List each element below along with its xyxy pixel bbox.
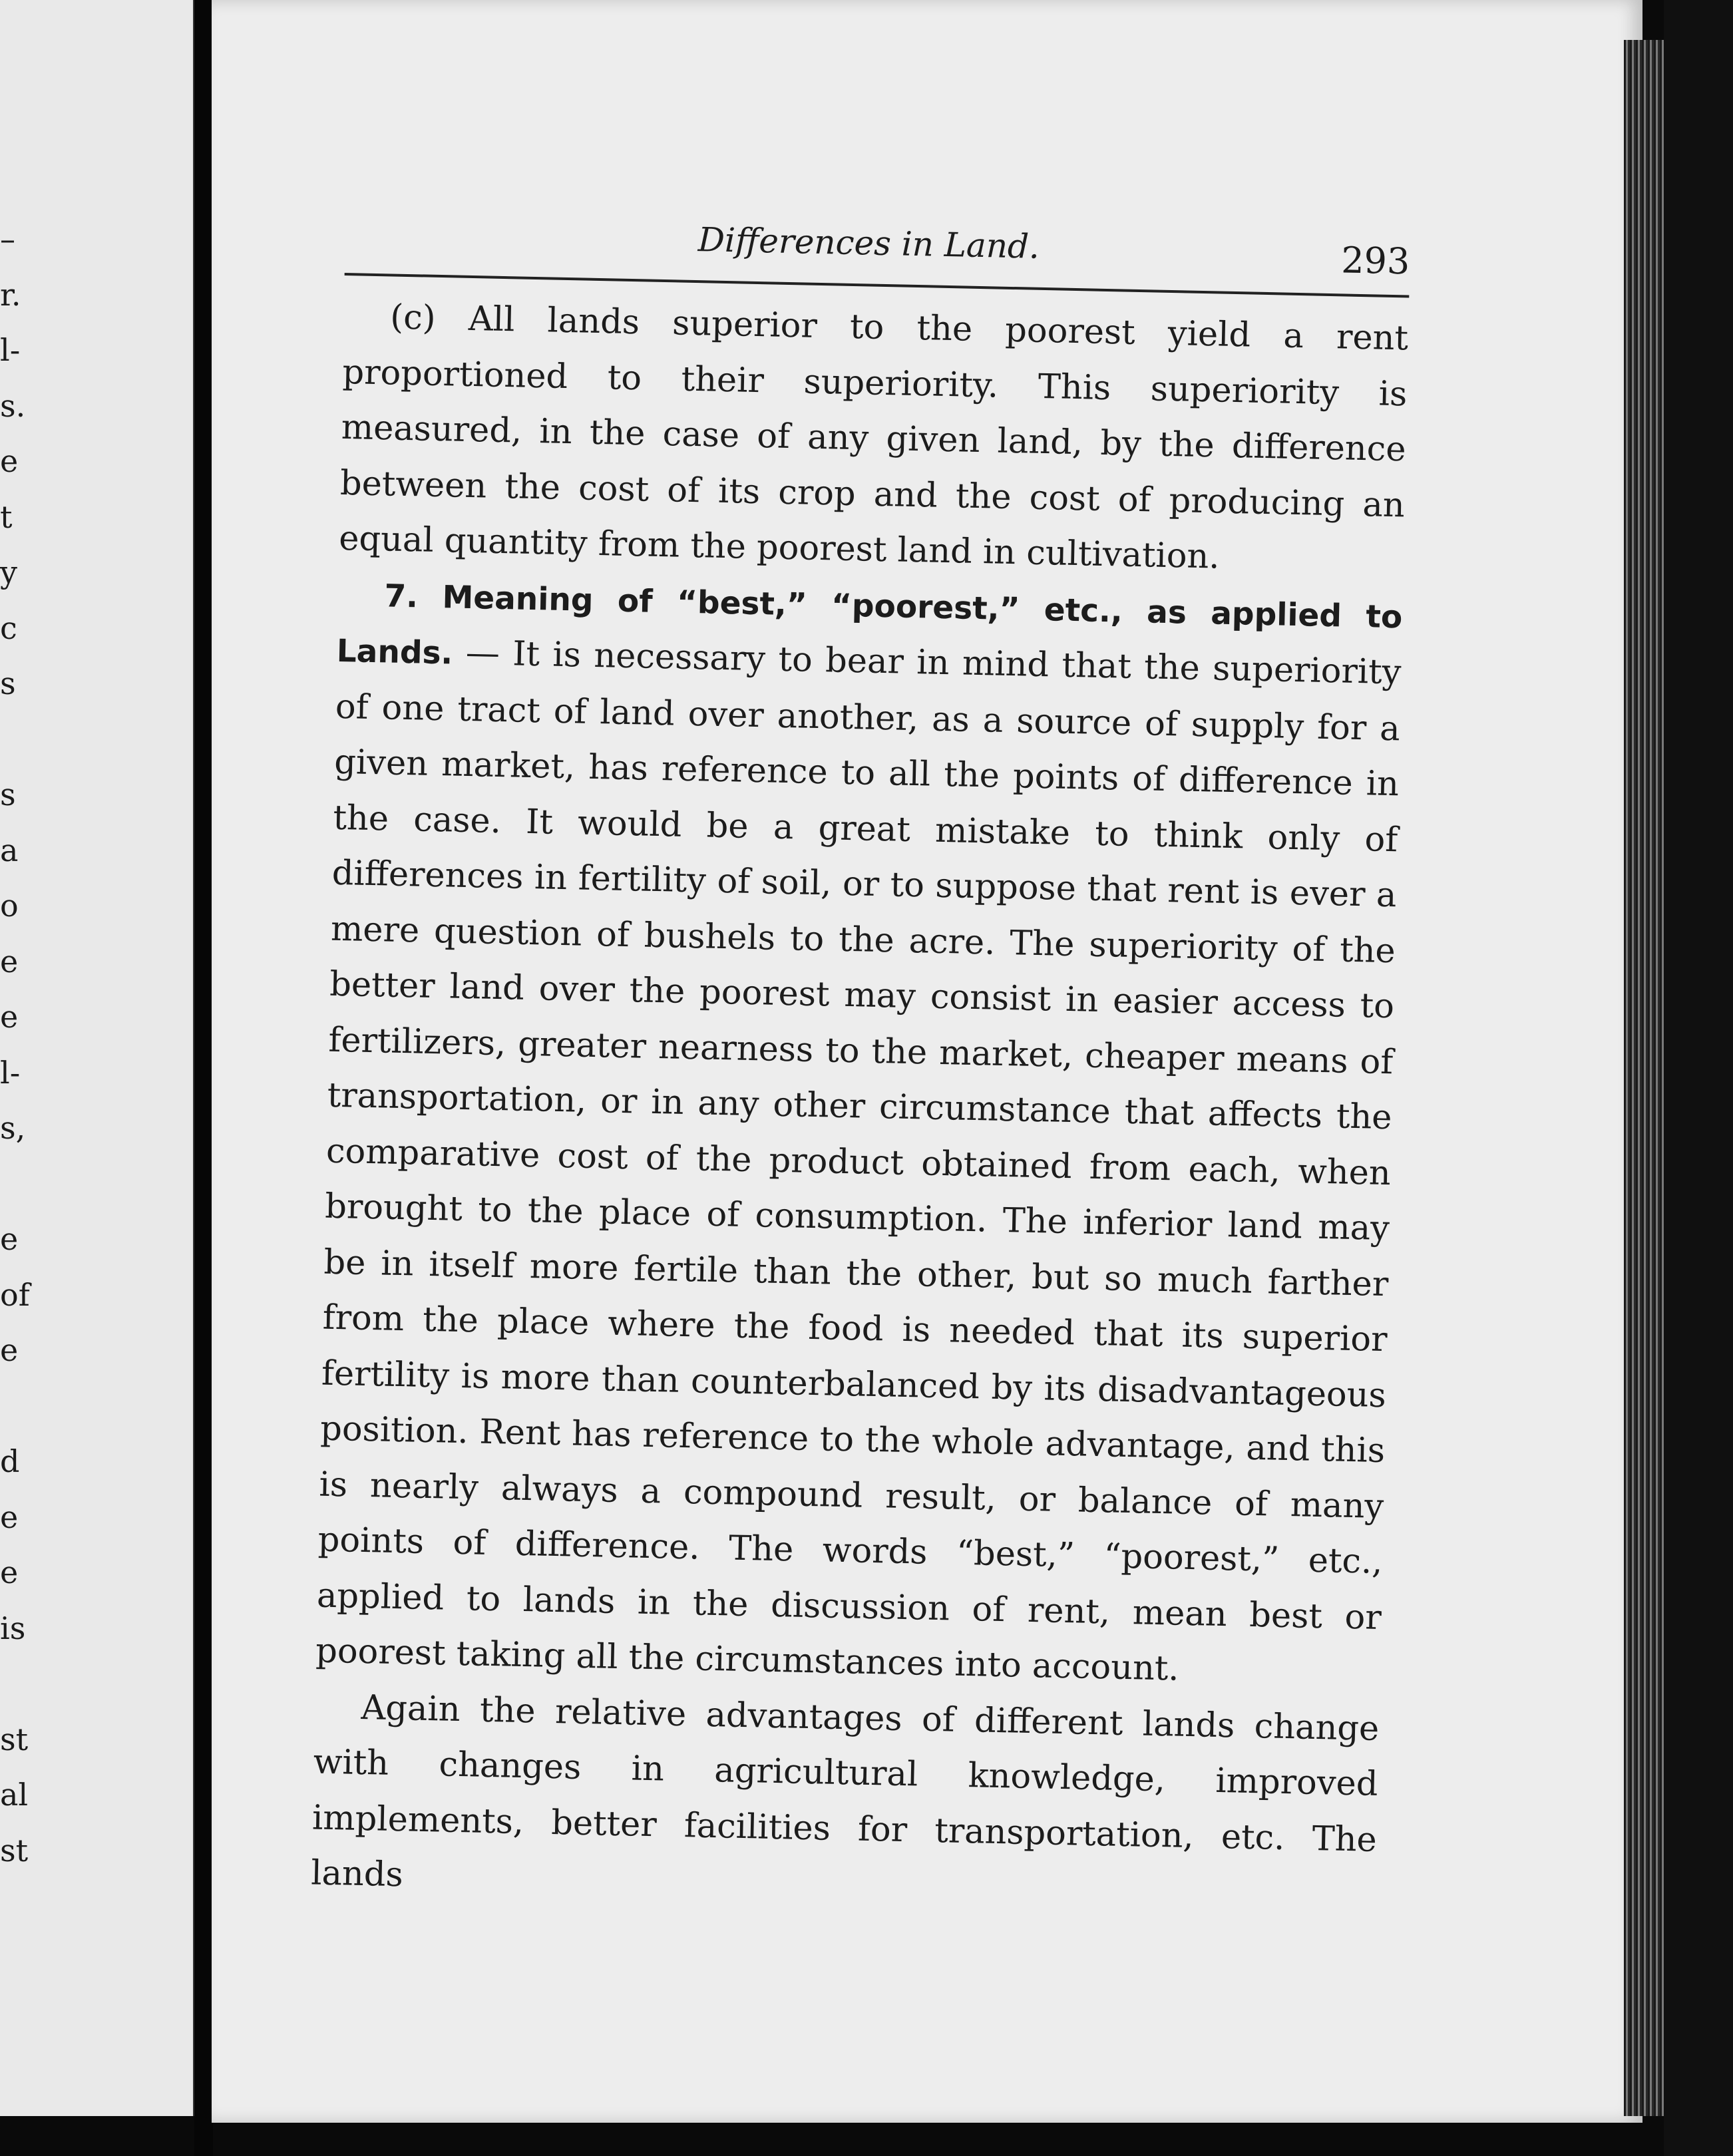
left-fragment: e — [0, 1554, 19, 1590]
left-fragment: o — [0, 888, 19, 924]
running-title: Differences in Land. — [697, 220, 1040, 266]
left-fragment — [0, 1379, 40, 1435]
left-fragment: r. — [0, 276, 21, 313]
left-fragment: e — [0, 1499, 19, 1535]
page-number: 293 — [1340, 239, 1411, 283]
left-fragment: s — [0, 777, 16, 812]
section-body-text: — It is necessary to bear in mind that the superiority of one tract of land over another, as a source of supply for a given market, has reference to all the points of difference in the case. It would be a great mistake to think only of differences in fertility of soil, or to suppose that rent is ever a mere question of bushels to the acre. The superiority of the better land over the poorest may consist in easier access to fertilizers, greater nearness to the market, cheaper means of transportation, or in any other circumstance that affects the comparative cost of the product obtained from each, when brought to the place of consumption. The inferior land may be in itself more fertile than the other, but so much farther from the place where the food is needed that its superior fertility is more than counterbalanced by its disadvantageous position. Rent has reference to the whole advantage, and this is nearly always a compound result, or balance of many points of difference. The words “best,” “poorest,” etc., applied to lands in the discussion of rent, mean best or poorest taking all the circumstances into account. — [315, 633, 1402, 1689]
left-fragment — [0, 1157, 40, 1212]
scan-border — [1664, 0, 1733, 2156]
left-fragment: y — [0, 554, 17, 590]
left-fragment: e — [0, 943, 19, 980]
left-fragment: d — [0, 1443, 20, 1479]
section-7-paragraph — [315, 566, 1403, 1701]
left-fragment: st — [0, 1832, 29, 1869]
paragraph-again: Again the relative advantages of different lands change with changes in agricultural knowledge, improved implements, better facilities for transportation, etc. The lands — [310, 1688, 1380, 1895]
left-fragment: of — [0, 1276, 30, 1313]
left-fragment: s. — [0, 387, 26, 424]
left-fragment: is — [0, 1610, 26, 1646]
left-fragment: e — [0, 443, 19, 479]
left-fragment: al — [0, 1777, 29, 1813]
left-fragment: e — [0, 1332, 19, 1368]
left-fragment: l- — [0, 332, 21, 368]
left-page — [0, 0, 196, 2116]
left-fragment: – — [0, 221, 15, 257]
book-gutter — [194, 0, 213, 2156]
section-heading: 7. Meaning of “best,” “poorest,” etc., as applied to Lands. — [336, 577, 1403, 672]
left-fragment — [0, 1656, 40, 1712]
left-fragment: t — [0, 498, 13, 535]
left-fragment — [0, 712, 40, 768]
paragraph-c: (c) All lands superior to the poorest yield a rent proportioned to their superiority. This superiority is measured, in the case of any given land, by the difference between the cost of its crop and the cost of producing an equal quantity from the poorest land in cultivation. — [338, 297, 1409, 577]
left-fragment: a — [0, 832, 19, 868]
page-edges — [1624, 40, 1664, 2116]
left-fragment: e — [0, 1221, 19, 1257]
left-fragment: s — [0, 665, 16, 701]
left-fragment: l- — [0, 1054, 21, 1091]
left-fragment: c — [0, 610, 17, 646]
left-page-edge-text — [0, 212, 40, 1879]
left-fragment: s, — [0, 1110, 26, 1146]
left-fragment: e — [0, 999, 19, 1035]
left-fragment: st — [0, 1721, 29, 1757]
page-text-block — [310, 200, 1410, 1923]
